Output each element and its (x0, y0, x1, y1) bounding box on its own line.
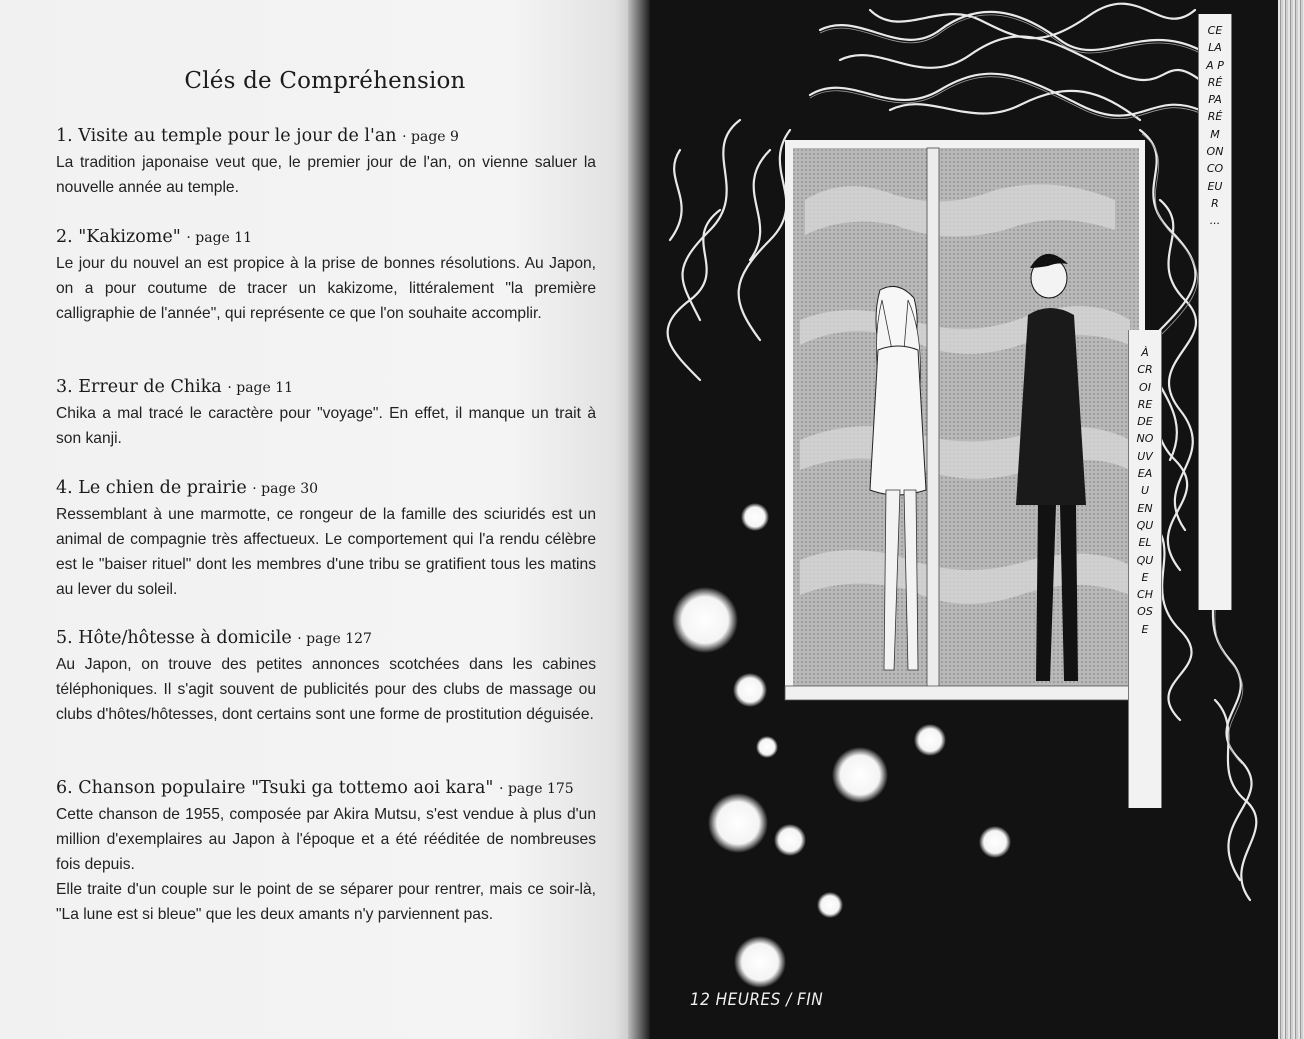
entry-page-ref: · page 30 (252, 481, 319, 497)
entry-body (56, 251, 596, 326)
entry-body: Au Japon, on trouve des petites annonces scotchées dans les cabines téléphoniques. Il s'agit souvent de publicités pour des clubs de massage ou clubs d'hôtes/hôtesses, dont certains sont une forme de prostitution déguisée. (56, 656, 596, 723)
caption-left: À CROIRE DE NOUVEAU EN QUELQUE CHOSE (1136, 346, 1154, 636)
entry-heading (56, 224, 596, 251)
caption-right: CELA A PRÉPARÉ MON COEUR ... (1206, 24, 1224, 228)
entry-page-ref: · page 9 (402, 129, 459, 145)
entry-heading-text: 5. Hôte/hôtesse à domicile (56, 628, 292, 648)
entry-body: La tradition japonaise veut que, le premier jour de l'an, on vienne saluer la nouvelle année au temple. (56, 154, 596, 196)
glossary-entry-3 (56, 374, 596, 451)
entry-body: Chika a mal tracé le caractère pour "voyage". En effet, il manque un trait à son kanji. (56, 405, 596, 447)
manga-illustration (640, 0, 1280, 1039)
entry-heading (56, 374, 596, 401)
entry-page-ref: · page 11 (227, 380, 294, 396)
chapter-end-label: 12 HEURES / FIN (690, 990, 824, 1010)
entry-body: Cette chanson de 1955, composée par Akira Mutsu, s'est vendue à plus d'un million d'exemplaires au Japon à l'époque et a été rééditée de nombreuses fois depuis. (56, 806, 596, 873)
glossary-entry-6 (56, 775, 596, 927)
entry-page-ref: · page 11 (186, 230, 253, 246)
entry-body-continued: Elle traite d'un couple sur le point de se séparer pour rentrer, mais ce soir-là, "La lune est si bleue" que les deux amants n'y parviennent pas. (56, 881, 596, 923)
glossary-entry-4 (56, 475, 596, 602)
book-gutter (628, 0, 650, 1039)
entry-page-ref: · page 175 (499, 781, 574, 797)
page-edge (1278, 0, 1304, 1039)
entry-heading-text: 1. Visite au temple pour le jour de l'an (56, 126, 397, 146)
entry-body-text: Le jour du nouvel an est propice à la prise de bonnes résolutions. Au Japon, on a pour coutume de tracer un kakizome, littéralement "la première calligraphie de l'année", qui représente ce que l'on souhaite accomplir. (56, 255, 596, 322)
left-page (0, 0, 640, 1039)
entry-heading (56, 123, 596, 150)
page-title: Clés de Compréhension (184, 68, 466, 94)
entry-heading-text: 4. Le chien de prairie (56, 478, 247, 498)
entry-page-ref: · page 127 (297, 631, 372, 647)
entry-body: Ressemblant à une marmotte, ce rongeur de la famille des sciuridés est un animal de compagnie très affectueux. Le comportement qui l'a rendu célèbre est le "baiser rituel" dont les membres d'une tribu se gratifient tous les matins au lever du soleil. (56, 506, 596, 598)
glossary-entry-5 (56, 625, 596, 727)
glossary-entry-1 (56, 123, 596, 200)
entry-heading (56, 625, 596, 652)
window-panel (785, 140, 1145, 700)
glossary-entry-2 (56, 224, 596, 326)
entry-heading-text: 3. Erreur de Chika (56, 377, 222, 397)
entry-heading-text: 2. "Kakizome" (56, 227, 181, 247)
entry-heading (56, 475, 596, 502)
entry-heading-text: 6. Chanson populaire "Tsuki ga tottemo aoi kara" (56, 778, 494, 798)
entry-heading (56, 775, 596, 802)
